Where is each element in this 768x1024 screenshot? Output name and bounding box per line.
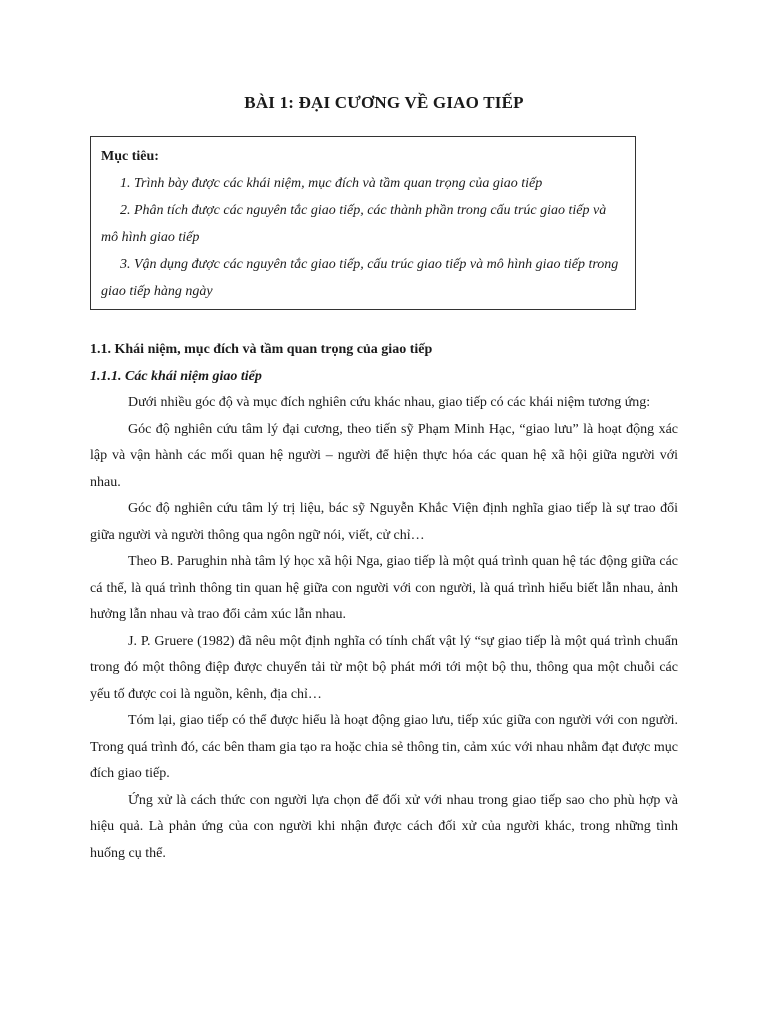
paragraph: Góc độ nghiên cứu tâm lý đại cương, theo tiến sỹ Phạm Minh Hạc, “giao lưu” là hoạt động xác lập và vận hành các mối quan hệ người – người để hiện thực hóa các quan hệ xã hội giữa người với nhau.: [90, 421, 678, 490]
section-content: [90, 337, 678, 867]
objectives-box: [90, 136, 636, 310]
lesson-title: BÀI 1: ĐẠI CƯƠNG VỀ GIAO TIẾP: [244, 93, 524, 112]
section-heading: 1.1. Khái niệm, mục đích và tầm quan trọng của giao tiếp: [90, 342, 433, 357]
objectives-heading: Mục tiêu:: [101, 149, 159, 164]
paragraph: Góc độ nghiên cứu tâm lý trị liệu, bác sỹ Nguyễn Khắc Viện định nghĩa giao tiếp là sự trao đổi giữa người và người thông qua ngôn ngữ nói, viết, cử chỉ…: [90, 501, 678, 543]
objective-item: 3. Vận dụng được các nguyên tắc giao tiếp, cấu trúc giao tiếp và mô hình giao tiếp trong giao tiếp hàng ngày: [101, 257, 619, 299]
paragraph: Ứng xử là cách thức con người lựa chọn để đối xử với nhau trong giao tiếp sao cho phù hợp và hiệu quả. Là phản ứng của con người khi nhận được cách đối xử của người khác, trong những tình huống cụ thể.: [90, 792, 678, 861]
objective-item: 2. Phân tích được các nguyên tắc giao tiếp, các thành phần trong cấu trúc giao tiếp và mô hình giao tiếp: [101, 203, 607, 245]
subsection-heading: 1.1.1. Các khái niệm giao tiếp: [90, 368, 262, 384]
paragraph: Theo B. Parughin nhà tâm lý học xã hội Nga, giao tiếp là một quá trình quan hệ tác động giữa các cá thể, là quá trình thông tin quan hệ giữa con người với con người, là quá trình hiểu biết lẫn nhau, ảnh hưởng lẫn nhau và trao đổi cảm xúc lẫn nhau.: [90, 554, 678, 622]
paragraph: Tóm lại, giao tiếp có thể được hiểu là hoạt động giao lưu, tiếp xúc giữa con người với con người. Trong quá trình đó, các bên tham gia tạo ra hoặc chia sẻ thông tin, cảm xúc với nhau nhằm đạt được mục đích giao tiếp.: [90, 713, 678, 781]
objective-item: 1. Trình bày được các khái niệm, mục đích và tầm quan trọng của giao tiếp: [120, 176, 543, 191]
paragraph: Dưới nhiều góc độ và mục đích nghiên cứu khác nhau, giao tiếp có các khái niệm tương ứng:: [128, 395, 651, 410]
paragraph: J. P. Gruere (1982) đã nêu một định nghĩa có tính chất vật lý “sự giao tiếp là một quá trình chuẩn trong đó một thông điệp được chuyển tải từ một bộ phát mới tới một bộ thu, thông qua một chuỗi các yếu tố được coi là nguồn, kênh, địa chỉ…: [90, 633, 678, 702]
